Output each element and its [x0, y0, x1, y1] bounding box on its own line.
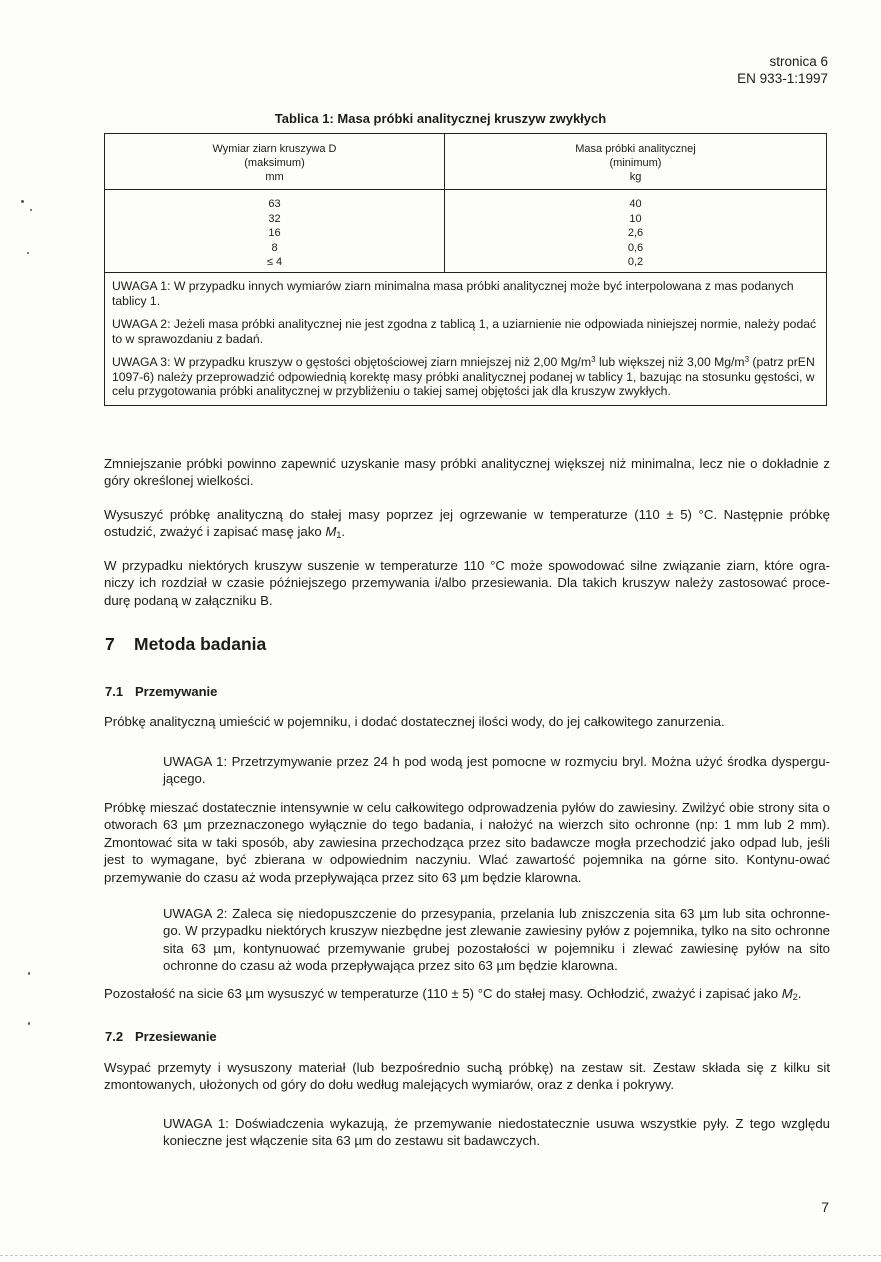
table-cell: ≤ 4	[266, 256, 283, 269]
header-cell-sample-mass	[445, 134, 827, 190]
table-note-3: UWAGA 3: W przypadku kruszyw o gęstości objętościowej ziarn mniejszej niż 2,00 $Mg/m^3$ lub większej niż 3,00 $Mg/m^3$ (patrz prEN 1097-6) należy przeprowadzić odpowiednią korektę masy próbki analitycznej podanej w tablicy 1, bazując na stosunku gęstości, w celu przygotowania próbki analitycznej w przybliżeniu o takiej samej objętości jak dla kruszyw zwykłych.	[112, 355, 815, 398]
washing-note-2: UWAGA 2: Zaleca się niedopuszczenie do przesypania, przelania lub zniszczenia sita 63 µm lub sita ochronne-go. W przypadku niektórych kruszyw niezbędne jest zlewanie zawiesiny pyłów z pojemnika, tylko na sito ochronne sita 63 µm, kontynuować przemywanie grubej pozostałości w pojemniku i zlewać zawiesinę pyłów na sito ochronne do czasu aż woda przepływająca przez sito 63 µm będzie klarowna.	[163, 906, 830, 974]
standard-number: EN 933-1:1997	[737, 71, 828, 86]
table-cell: 8	[271, 241, 278, 254]
table-cell: 63	[268, 198, 281, 210]
table-cell: 0,6	[627, 241, 644, 254]
page-number: 7	[821, 1199, 829, 1215]
page-label: stronica 6	[769, 54, 828, 69]
scan-speck	[28, 1022, 30, 1025]
sieving-note-1: UWAGA 1: Doświadczenia wykazują, że przemywanie niedostatecznie usuwa wszystkie pyły. Z tego względu konieczne jest włączenie sita 63 µm do zestawu sit badawczych.	[163, 1116, 830, 1149]
scan-edge-line	[0, 1255, 881, 1256]
paragraph-washing-1: Próbkę analityczną umieścić w pojemniku, i dodać dostatecznej ilości wody, do jej całkowitego zanurzenia.	[104, 714, 725, 729]
header-line: (maksimum)	[244, 157, 305, 169]
paragraph-drying-note: W przypadku niektórych kruszyw suszenie w temperaturze 110 °C może spowodować silne związanie ziarn, które ogra-niczy ich rozdział w czasie późniejszego przemywania i/albo przesiewania. Dla takich kruszyw należy zastosować proce-durę podaną w załączniku B.	[104, 558, 830, 608]
header-line: Wymiar ziarn kruszywa D	[212, 143, 337, 155]
paragraph-drying: Wysuszyć próbkę analityczną do stałej masy poprzez jej ogrzewanie w temperaturze (110 ± 5) °C. Następnie próbkę ostudzić, zważyć i zapisać masę jako $M_1$.	[104, 507, 830, 541]
washing-note-1: UWAGA 1: Przetrzymywanie przez 24 h pod wodą jest pomocne w rozmyciu bryl. Można użyć środka dyspergu-jącego.	[163, 754, 830, 787]
scan-speck	[28, 972, 30, 975]
section-heading-7: 7 Metoda badania	[105, 634, 267, 654]
table-notes-row	[105, 273, 827, 406]
table-title: Tablica 1: Masa próbki analitycznej kruszyw zwykłych	[274, 111, 607, 126]
header-cell-grain-size	[105, 134, 445, 190]
table-header-row	[105, 134, 827, 190]
page-header	[737, 53, 828, 87]
table-note-1: UWAGA 1: W przypadku innych wymiarów ziarn minimalna masa próbki analitycznej może być interpolowana z mas podanych tablicy 1.	[112, 279, 794, 308]
paragraph-washing-3: Pozostałość na sicie 63 µm wysuszyć w temperaturze (110 ± 5) °C do stałej masy. Ochłodzić, zważyć i zapisać jako $M_2$.	[104, 986, 802, 1002]
table-cell: 10	[629, 212, 642, 225]
header-line: Masa próbki analitycznej	[575, 143, 696, 155]
table-cell: 16	[268, 227, 281, 240]
sample-mass-table	[104, 133, 827, 406]
header-line: mm	[265, 171, 284, 183]
table-cell: 40	[629, 198, 642, 210]
table-note-2: UWAGA 2: Jeżeli masa próbki analitycznej nie jest zgodna z tablicą 1, a uziarnienie nie odpowiada niniejszej normie, należy podać to w sprawozdaniu z badań.	[112, 317, 817, 346]
table-notes	[105, 273, 827, 406]
scan-speck	[21, 200, 24, 203]
scan-speck	[30, 209, 32, 211]
section-heading-7-1: 7.1 Przemywanie	[105, 684, 218, 699]
table-values-row	[105, 190, 827, 273]
table-cell: 2,6	[627, 227, 644, 240]
header-line: (minimum)	[609, 157, 662, 169]
paragraph-sieving-1: Wsypać przemyty i wysuszony materiał (lub bezpośrednio suchą próbkę) na zestaw sit. Zestaw składa się z kilku sit zmontowanych, ułożonych od góry do dołu według malejących wymiarów, oraz z denka i pokrywy.	[104, 1060, 830, 1093]
table-cell: 0,2	[627, 256, 644, 269]
paragraph-washing-2: Próbkę mieszać dostatecznie intensywnie w celu całkowitego odprowadzenia pyłów do zawiesiny. Zwilżyć obie strony sita o otworach 63 µm przeznaczonego wyłącznie do tego badania, i nałożyć na wierzch sito ochronne (np: 1 mm lub 2 mm). Zmontować sita w taki sposób, aby zawiesina przechodząca przez sito badawcze mogła przechodzić jako odpad lub, jeśli jest to wymagane, być zbierana w odpowiednim naczyniu. Wlać zawartość pojemnika na górne sito. Kontynu-ować przemywanie do czasu aż woda przepływająca przez sito 63 µm będzie klarowna.	[104, 800, 830, 885]
header-line: kg	[629, 171, 642, 183]
paragraph-sample-reduction: Zmniejszanie próbki powinno zapewnić uzyskanie masy próbki analitycznej większej niż minimalna, lecz nie o dokładnie z góry określonej wielkości.	[104, 456, 830, 489]
section-heading-7-2: 7.2 Przesiewanie	[105, 1029, 217, 1044]
scan-speck	[27, 252, 29, 254]
grain-size-values	[105, 190, 445, 273]
table-cell: 32	[268, 212, 281, 225]
sample-mass-values	[445, 190, 827, 273]
